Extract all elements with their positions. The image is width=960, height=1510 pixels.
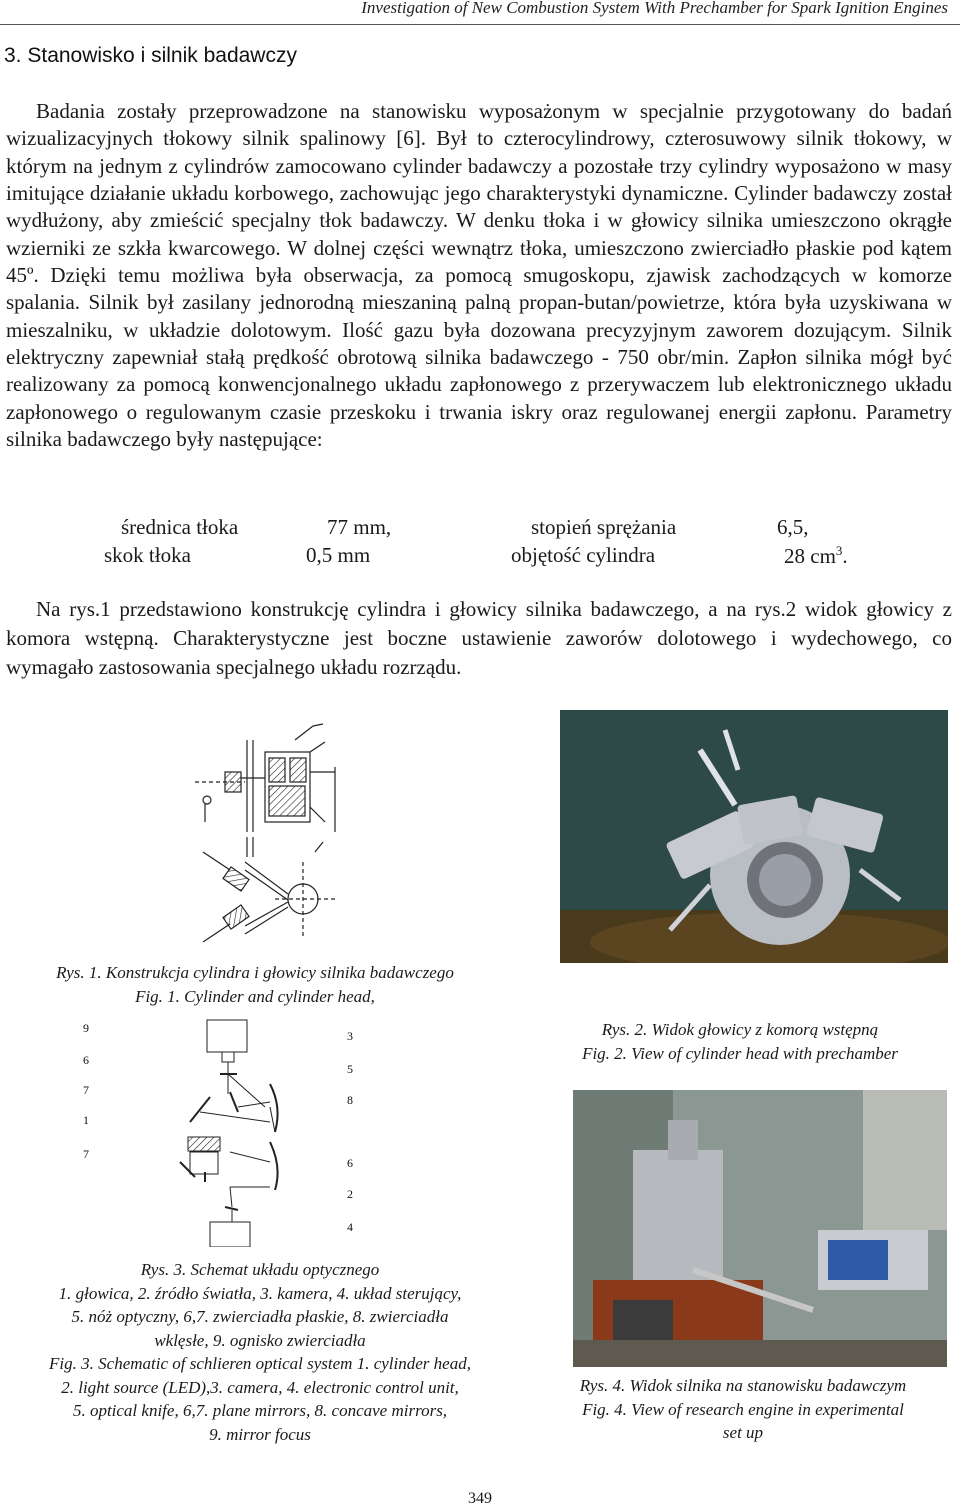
paragraph-2-text: Na rys.1 przedstawiono konstrukcję cylindra i głowicy silnika badawczego, a na rys.2 widok głowicy z komora wstępną. Charakterystyczne jest boczne ustawienie zaworów dolotowego i wydechowego, co wymagało zastosowania specjalnego układu rozrządu. bbox=[6, 597, 952, 679]
paragraph-1-text: Badania zostały przeprowadzone na stanowisku wyposażonym w specjalnie przygotowany do badań wizualizacyjnych tłokowy silnik spalinowy [6]. Był to czterocylindrowy, czterosuwowy silnik tłokowy, w którym na jednym z cylindrów zamocowano cylinder badawczy a pozostałe trzy cylindry wyposażono w masy imitujące działanie układu korbowego, zachowując jego charakterystyki dynamiczne. Cylinder badawczy został wydłużony, aby zmieścić specjalny tłok badawczy. W denku tłoka i w głowicy silnika umieszczono okrągłe wzierniki ze szkła kwarcowego. W dolnej części wewnątrz tłoka, umieszczono zwierciadło płaskie pod kątem 45º. Dzięki temu możliwa była obserwacja, za pomocą smugoskopu, zjawisk zachodzących w komorze spalania. Silnik był zasilany jednorodną mieszaniną palną propan-butan/powietrze, która była uzyskiwana w mieszalniku, w układzie dolotowym. Ilość gazu była dozowana precyzyjnym zaworem dozującym. Silnik elektryczny zapewniał stałą prędkość obrotową silnika badawczego - 750 obr/min. Zapłon silnika mógł być realizowany za pomocą konwencjonalnego układu zapłonowego z przerywaczem lub elektronicznego układu zapłonowego o regulowanym czasie przeskoku i trwania iskry oraz regulowanej energii zapłonu. Parametry silnika badawczego były następujące: bbox=[6, 99, 952, 452]
param-value-stroke: 0,5 mm bbox=[306, 543, 371, 567]
cylinder-head-box bbox=[188, 1137, 220, 1151]
schematic-label-right-2: 5 bbox=[347, 1062, 353, 1076]
light-source-box bbox=[210, 1222, 250, 1247]
schematic-label-left-2: 6 bbox=[83, 1053, 89, 1067]
figure-2-caption-pl: Rys. 2. Widok głowicy z komorą wstępną bbox=[601, 1020, 879, 1039]
figure-4-photo bbox=[573, 1090, 947, 1367]
plane-mirror-upper bbox=[230, 1092, 238, 1112]
figure-4-caption-line-3: set up bbox=[722, 1423, 764, 1442]
schematic-label-right-3: 8 bbox=[347, 1093, 353, 1107]
param-value-piston-diameter: 77 mm, bbox=[327, 515, 392, 539]
param-label-stroke: skok tłoka bbox=[104, 543, 191, 567]
param-label-cylinder-volume: objętość cylindra bbox=[511, 543, 656, 567]
header-divider bbox=[0, 24, 960, 25]
engine-bench-photo bbox=[573, 1090, 947, 1367]
figure-1-cylinder-drawing bbox=[185, 712, 395, 957]
schematic-label-left-3: 7 bbox=[83, 1083, 89, 1097]
figure-1-caption bbox=[0, 961, 510, 1008]
figure-1-caption-en: Fig. 1. Cylinder and cylinder head, bbox=[135, 986, 375, 1006]
body-paragraph-2 bbox=[6, 595, 952, 682]
volume-value: 28 cm bbox=[784, 544, 836, 568]
figure-3-caption-line-3: 5. nóż optyczny, 6,7. zwierciadła płaskie, 8. zwierciadła bbox=[71, 1307, 449, 1326]
page-number: 349 bbox=[468, 1490, 492, 1507]
volume-period: . bbox=[842, 544, 848, 568]
figure-3-caption-line-2: 1. głowica, 2. źródło światła, 3. kamera, 4. układ sterujący, bbox=[58, 1283, 462, 1303]
figure-3-caption bbox=[0, 1258, 520, 1446]
body-paragraph-1 bbox=[6, 98, 952, 453]
schematic-label-left-4: 1 bbox=[83, 1113, 89, 1127]
schematic-label-right-4: 6 bbox=[347, 1156, 353, 1170]
figure-2-photo bbox=[560, 710, 948, 963]
schematic-label-left-1: 9 bbox=[83, 1021, 89, 1035]
figure-4-caption-line-1: Rys. 4. Widok silnika na stanowisku badawczym bbox=[579, 1376, 907, 1395]
schematic-label-right-1: 3 bbox=[347, 1029, 353, 1043]
parameters-row-2 bbox=[0, 543, 960, 571]
figure-4-caption-line-2: Fig. 4. View of research engine in experimental bbox=[582, 1399, 904, 1419]
figure-3-caption-line-6: 2. light source (LED),3. camera, 4. electronic control unit, bbox=[61, 1377, 459, 1397]
volume-unit-exponent: 3 bbox=[835, 543, 843, 558]
figure-1-caption-pl: Rys. 1. Konstrukcja cylindra i głowicy silnika badawczego bbox=[56, 963, 454, 982]
running-title: Investigation of New Combustion System With Prechamber for Spark Ignition Engines bbox=[361, 0, 948, 17]
param-label-piston-diameter: średnica tłoka bbox=[121, 515, 239, 539]
schematic-label-right-6: 4 bbox=[347, 1220, 353, 1234]
param-value-cylinder-volume bbox=[784, 543, 848, 569]
plane-mirror-left bbox=[190, 1097, 210, 1122]
parameters-row-1 bbox=[0, 515, 960, 543]
schematic-label-left-5: 7 bbox=[83, 1147, 89, 1161]
camera-box bbox=[207, 1020, 247, 1052]
figure-2-caption bbox=[520, 1018, 960, 1065]
figure-3-caption-line-5: Fig. 3. Schematic of schlieren optical system 1. cylinder head, bbox=[49, 1354, 471, 1373]
figure-3-optical-schematic bbox=[70, 1012, 390, 1247]
figure-4-caption bbox=[528, 1374, 958, 1445]
figure-3-caption-line-7: 5. optical knife, 6,7. plane mirrors, 8. concave mirrors, bbox=[72, 1401, 448, 1420]
section-title: 3. Stanowisko i silnik badawczy bbox=[4, 44, 297, 67]
param-value-compression-ratio: 6,5, bbox=[777, 515, 809, 539]
param-label-compression-ratio: stopień sprężania bbox=[531, 515, 677, 539]
figure-2-caption-en: Fig. 2. View of cylinder head with prechamber bbox=[582, 1043, 898, 1063]
schematic-label-right-5: 2 bbox=[347, 1187, 353, 1201]
concave-mirror-lower bbox=[270, 1142, 278, 1190]
figure-3-caption-line-8: 9. mirror focus bbox=[209, 1424, 311, 1444]
cylinder-head-photo bbox=[560, 710, 948, 963]
figure-3-caption-line-1: Rys. 3. Schemat układu optycznego bbox=[140, 1260, 380, 1279]
figure-3-caption-line-4: wklęsłe, 9. ognisko zwierciadła bbox=[154, 1330, 366, 1350]
